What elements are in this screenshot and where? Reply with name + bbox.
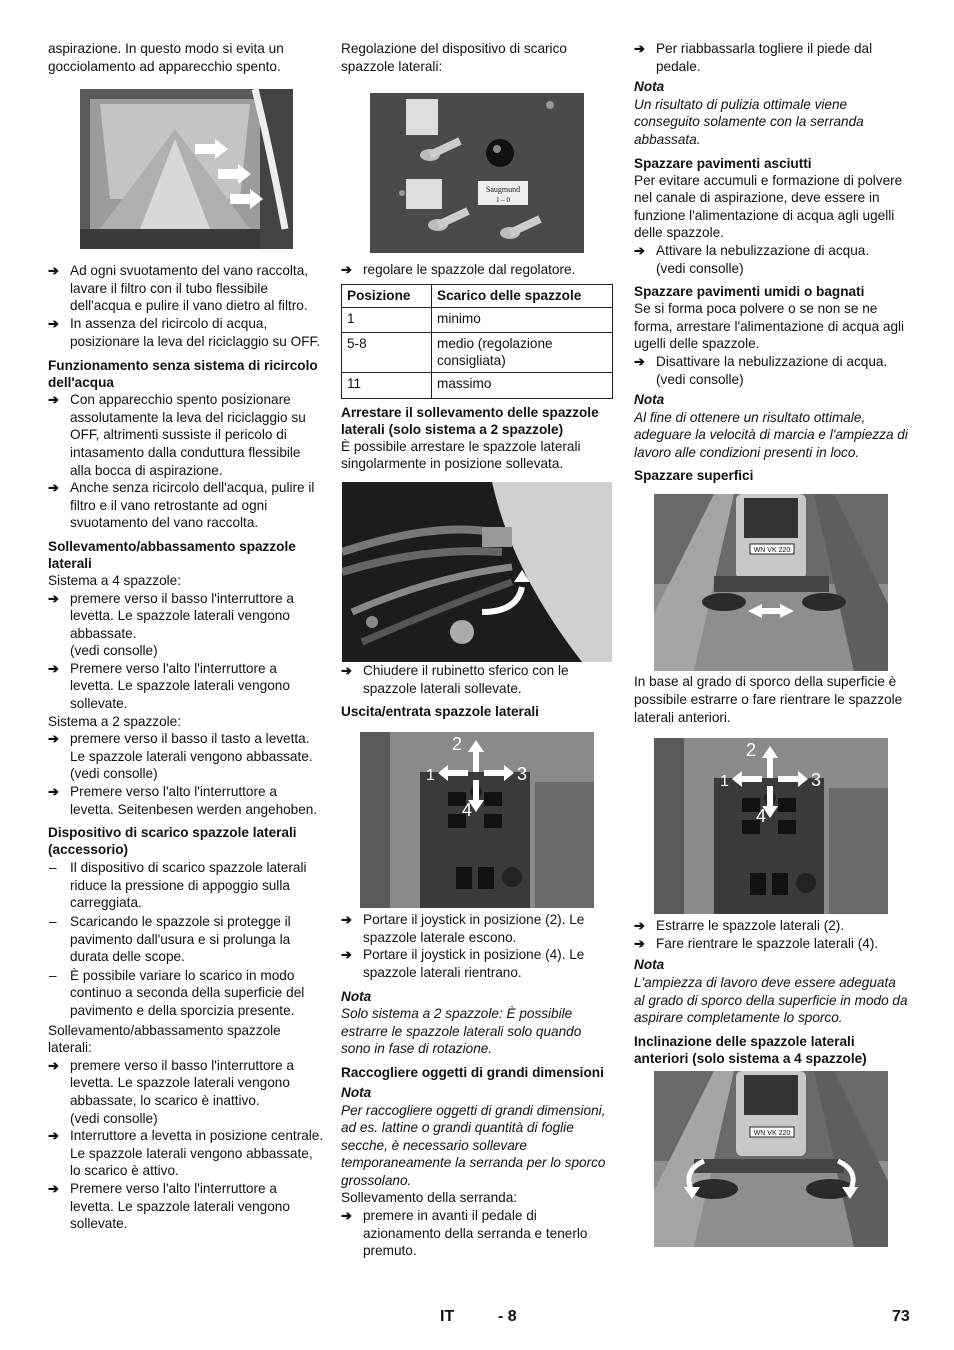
section-heading: Sollevamento/abbassamento spazzole laterali	[48, 538, 296, 571]
ball-valve-illustration	[342, 482, 612, 662]
table-header: Scarico delle spazzole	[432, 284, 613, 307]
bullet: ➔ Per riabbassarla togliere il piede dal pedale.	[634, 40, 908, 75]
paragraph: Per evitare accumuli e formazione di polvere nel canale di aspirazione, deve essere in funzione l'alimentazione di acqua agli ugelli delle spazzole.	[634, 172, 903, 241]
note-title: Nota	[634, 79, 665, 95]
table-cell: 11	[342, 372, 432, 398]
joystick-position-1: 1	[720, 773, 729, 791]
joystick-position-2: 2	[746, 740, 757, 761]
table-row	[342, 372, 613, 398]
note-title: Nota	[634, 392, 665, 408]
sign-label: Saugmund	[485, 185, 521, 195]
paragraph: aspirazione. In questo modo si evita un gocciolamento ad apparecchio spento.	[48, 41, 284, 74]
bullet: ➔ Anche senza ricircolo dell'acqua, pulire il filtro e il vano retrostante ad ogni svuotamento del vano raccolta.	[48, 479, 324, 532]
section-heading: Uscita/entrata spazzole laterali	[341, 704, 539, 720]
note-text: Al fine di ottenere un risultato ottimale, adeguare la velocità di marcia e l'ampiezza di lavoro alle condizioni presenti in loco.	[634, 409, 908, 460]
bullet: ➔ premere verso il basso il tasto a levetta. Le spazzole laterali vengono abbassate.	[48, 730, 324, 765]
paragraph: Sollevamento/abbassamento spazzole laterali:	[48, 1022, 281, 1056]
bullet: ➔ Attivare la nebulizzazione di acqua.	[634, 242, 908, 260]
section-heading: Spazzare superfici	[634, 468, 754, 484]
section-heading: Inclinazione delle spazzole laterali anteriori (solo sistema a 4 spazzole)	[634, 1033, 867, 1066]
joystick-position-3: 3	[811, 770, 822, 791]
sign-label-2: 1 – 0	[496, 196, 510, 205]
bullet: ➔ Portare il joystick in posizione (2). Le spazzole laterale escono.	[341, 911, 613, 946]
settings-table	[341, 284, 613, 399]
table-cell: 1	[342, 307, 432, 332]
bullet: ➔ Con apparecchio spento posizionare assolutamente la leva del riciclaggio su OFF, altrimenti sussiste il pericolo di intasamento dalla conduttura flessibile alla bocca di aspirazione.	[48, 391, 324, 479]
table-cell: medio (regolazione consigliata)	[432, 332, 613, 372]
bullet: ➔ premere verso il basso l'interruttore a levetta. Le spazzole laterali vengono abbassate, lo scarico è inattivo.	[48, 1057, 324, 1110]
bullet: ➔ Disattivare la nebulizzazione di acqua.	[634, 353, 908, 371]
note-line: (vedi consolle)	[70, 643, 158, 659]
bullet: ➔ Ad ogni svuotamento del vano raccolta, lavare il filtro con il tubo flessibile dell'acqua e pulire il vano dietro al filtro.	[48, 262, 324, 315]
paragraph: Sollevamento della serranda:	[341, 1190, 518, 1206]
paragraph: Sistema a 2 spazzole:	[48, 713, 181, 729]
sweeper-tilt-illustration	[654, 1071, 888, 1247]
note-title: Nota	[341, 1084, 372, 1100]
dash-item: – È possibile variare lo scarico in modo continuo a seconda della superficie del pavimento e della sporcizia presente.	[48, 967, 324, 1020]
footer-language: IT	[440, 1308, 455, 1325]
section-heading: Dispositivo di scarico spazzole laterali (accessorio)	[48, 825, 297, 858]
bullet: ➔ Premere verso l'alto l'interruttore a levetta. Seitenbesen werden angehoben.	[48, 783, 324, 818]
paragraph: In base al grado di sporco della superficie è possibile estrarre o fare rientrare le spazzole laterali anteriori.	[634, 674, 903, 725]
control-panel-illustration	[370, 93, 584, 253]
table-cell: 5-8	[342, 332, 432, 372]
photo-ball-valve	[342, 482, 612, 662]
bullet: ➔ In assenza del ricircolo di acqua, posizionare la leva del riciclaggio su OFF.	[48, 315, 324, 350]
joystick-console-illustration-2	[654, 738, 888, 914]
paragraph: Regolazione del dispositivo di scarico spazzole laterali:	[341, 41, 567, 74]
photo-control-panel	[370, 93, 584, 253]
section-heading: Spazzare pavimenti asciutti	[634, 155, 812, 171]
table-header: Posizione	[342, 284, 432, 307]
bullet: ➔ premere verso il basso l'interruttore a levetta. Le spazzole laterali vengono abbassate.	[48, 590, 324, 643]
paragraph: Se si forma poca polvere o se non se ne forma, arrestare l'alimentazione di acqua agli ugelli delle spazzole.	[634, 301, 905, 352]
sweeper-front-illustration	[654, 494, 888, 671]
section-heading: Funzionamento senza sistema di ricircolo dell'acqua	[48, 358, 318, 391]
photo-sweeper-tilt	[654, 1071, 888, 1247]
note-text: Per raccogliere oggetti di grandi dimensioni, ad es. lattine o grandi quantità di foglie secche, è necessario sollevare temporaneamente la serranda per lo sporco grossolano.	[341, 1102, 606, 1188]
bullet: ➔ Interruttore a levetta in posizione centrale. Le spazzole laterali vengono abbassate, lo scarico è attivo.	[48, 1127, 324, 1180]
joystick-console-illustration	[360, 732, 594, 908]
license-plate: WN VK 220	[753, 547, 791, 555]
table-row	[342, 307, 613, 332]
column-middle	[341, 40, 613, 1260]
paragraph: È possibile arrestare le spazzole laterali singolarmente in posizione sollevata.	[341, 438, 581, 472]
joystick-position-1: 1	[426, 767, 435, 785]
paragraph: Sistema a 4 spazzole:	[48, 572, 181, 588]
note-line: (vedi consolle)	[70, 766, 158, 782]
note-text: Solo sistema a 2 spazzole: È possibile estrarre le spazzole laterali solo quando sono in fase di rotazione.	[341, 1006, 582, 1057]
bullet: ➔ Portare il joystick in posizione (4). Le spazzole laterali rientrano.	[341, 946, 613, 981]
note-text: Un risultato di pulizia ottimale viene conseguito solamente con la serranda abbassata.	[634, 96, 864, 147]
joystick-position-2: 2	[452, 734, 463, 755]
photo-joystick-console-2	[654, 738, 888, 914]
section-heading: Arrestare il sollevamento delle spazzole laterali (solo sistema a 2 spazzole)	[341, 404, 599, 437]
bullet: ➔ regolare le spazzole dal regolatore.	[341, 261, 613, 279]
table-cell: massimo	[432, 372, 613, 398]
bullet: ➔ Premere verso l'alto l'interruttore a levetta. Le spazzole laterali vengono sollevate.	[48, 1180, 324, 1233]
footer-page-number: 73	[892, 1308, 910, 1325]
bullet: ➔ Estrarre le spazzole laterali (2).	[634, 917, 908, 935]
note-title: Nota	[341, 988, 372, 1004]
photo-sweeper-front	[654, 494, 888, 671]
section-heading: Raccogliere oggetti di grandi dimensioni	[341, 1064, 604, 1080]
filter-chamber-illustration	[80, 89, 293, 249]
footer-chapter-page: - 8	[498, 1308, 517, 1325]
table-header-row	[342, 284, 613, 307]
bullet: ➔ premere in avanti il pedale di azionamento della serranda e tenerlo premuto.	[341, 1207, 613, 1260]
column-right	[634, 40, 908, 1247]
note-line: (vedi consolle)	[656, 260, 744, 276]
note-line: (vedi consolle)	[656, 371, 744, 387]
joystick-position-3: 3	[517, 764, 528, 785]
joystick-position-4: 4	[462, 800, 473, 821]
bullet: ➔ Fare rientrare le spazzole laterali (4).	[634, 935, 908, 953]
bullet: ➔ Premere verso l'alto l'interruttore a levetta. Le spazzole laterali vengono sollevate.	[48, 660, 324, 713]
column-left	[48, 40, 324, 1233]
license-plate: WN VK 220	[753, 1129, 791, 1137]
section-heading: Spazzare pavimenti umidi o bagnati	[634, 284, 865, 300]
dash-item: – Il dispositivo di scarico spazzole laterali riduce la pressione di appoggio sulla carreggiata.	[48, 859, 324, 912]
note-title: Nota	[634, 957, 665, 973]
dash-item: – Scaricando le spazzole si protegge il pavimento dall'usura e si prolunga la durata delle scope.	[48, 913, 324, 966]
photo-joystick-console	[360, 732, 594, 908]
table-row	[342, 332, 613, 372]
table-cell: minimo	[432, 307, 613, 332]
photo-filter-chamber	[80, 89, 293, 249]
note-text: L'ampiezza di lavoro deve essere adeguata al grado di sporco della superficie in modo da aspirare completamente lo sporco.	[634, 975, 908, 1026]
bullet: ➔ Chiudere il rubinetto sferico con le spazzole laterali sollevate.	[341, 662, 613, 697]
note-line: (vedi consolle)	[70, 1110, 158, 1126]
joystick-position-4: 4	[756, 806, 767, 827]
